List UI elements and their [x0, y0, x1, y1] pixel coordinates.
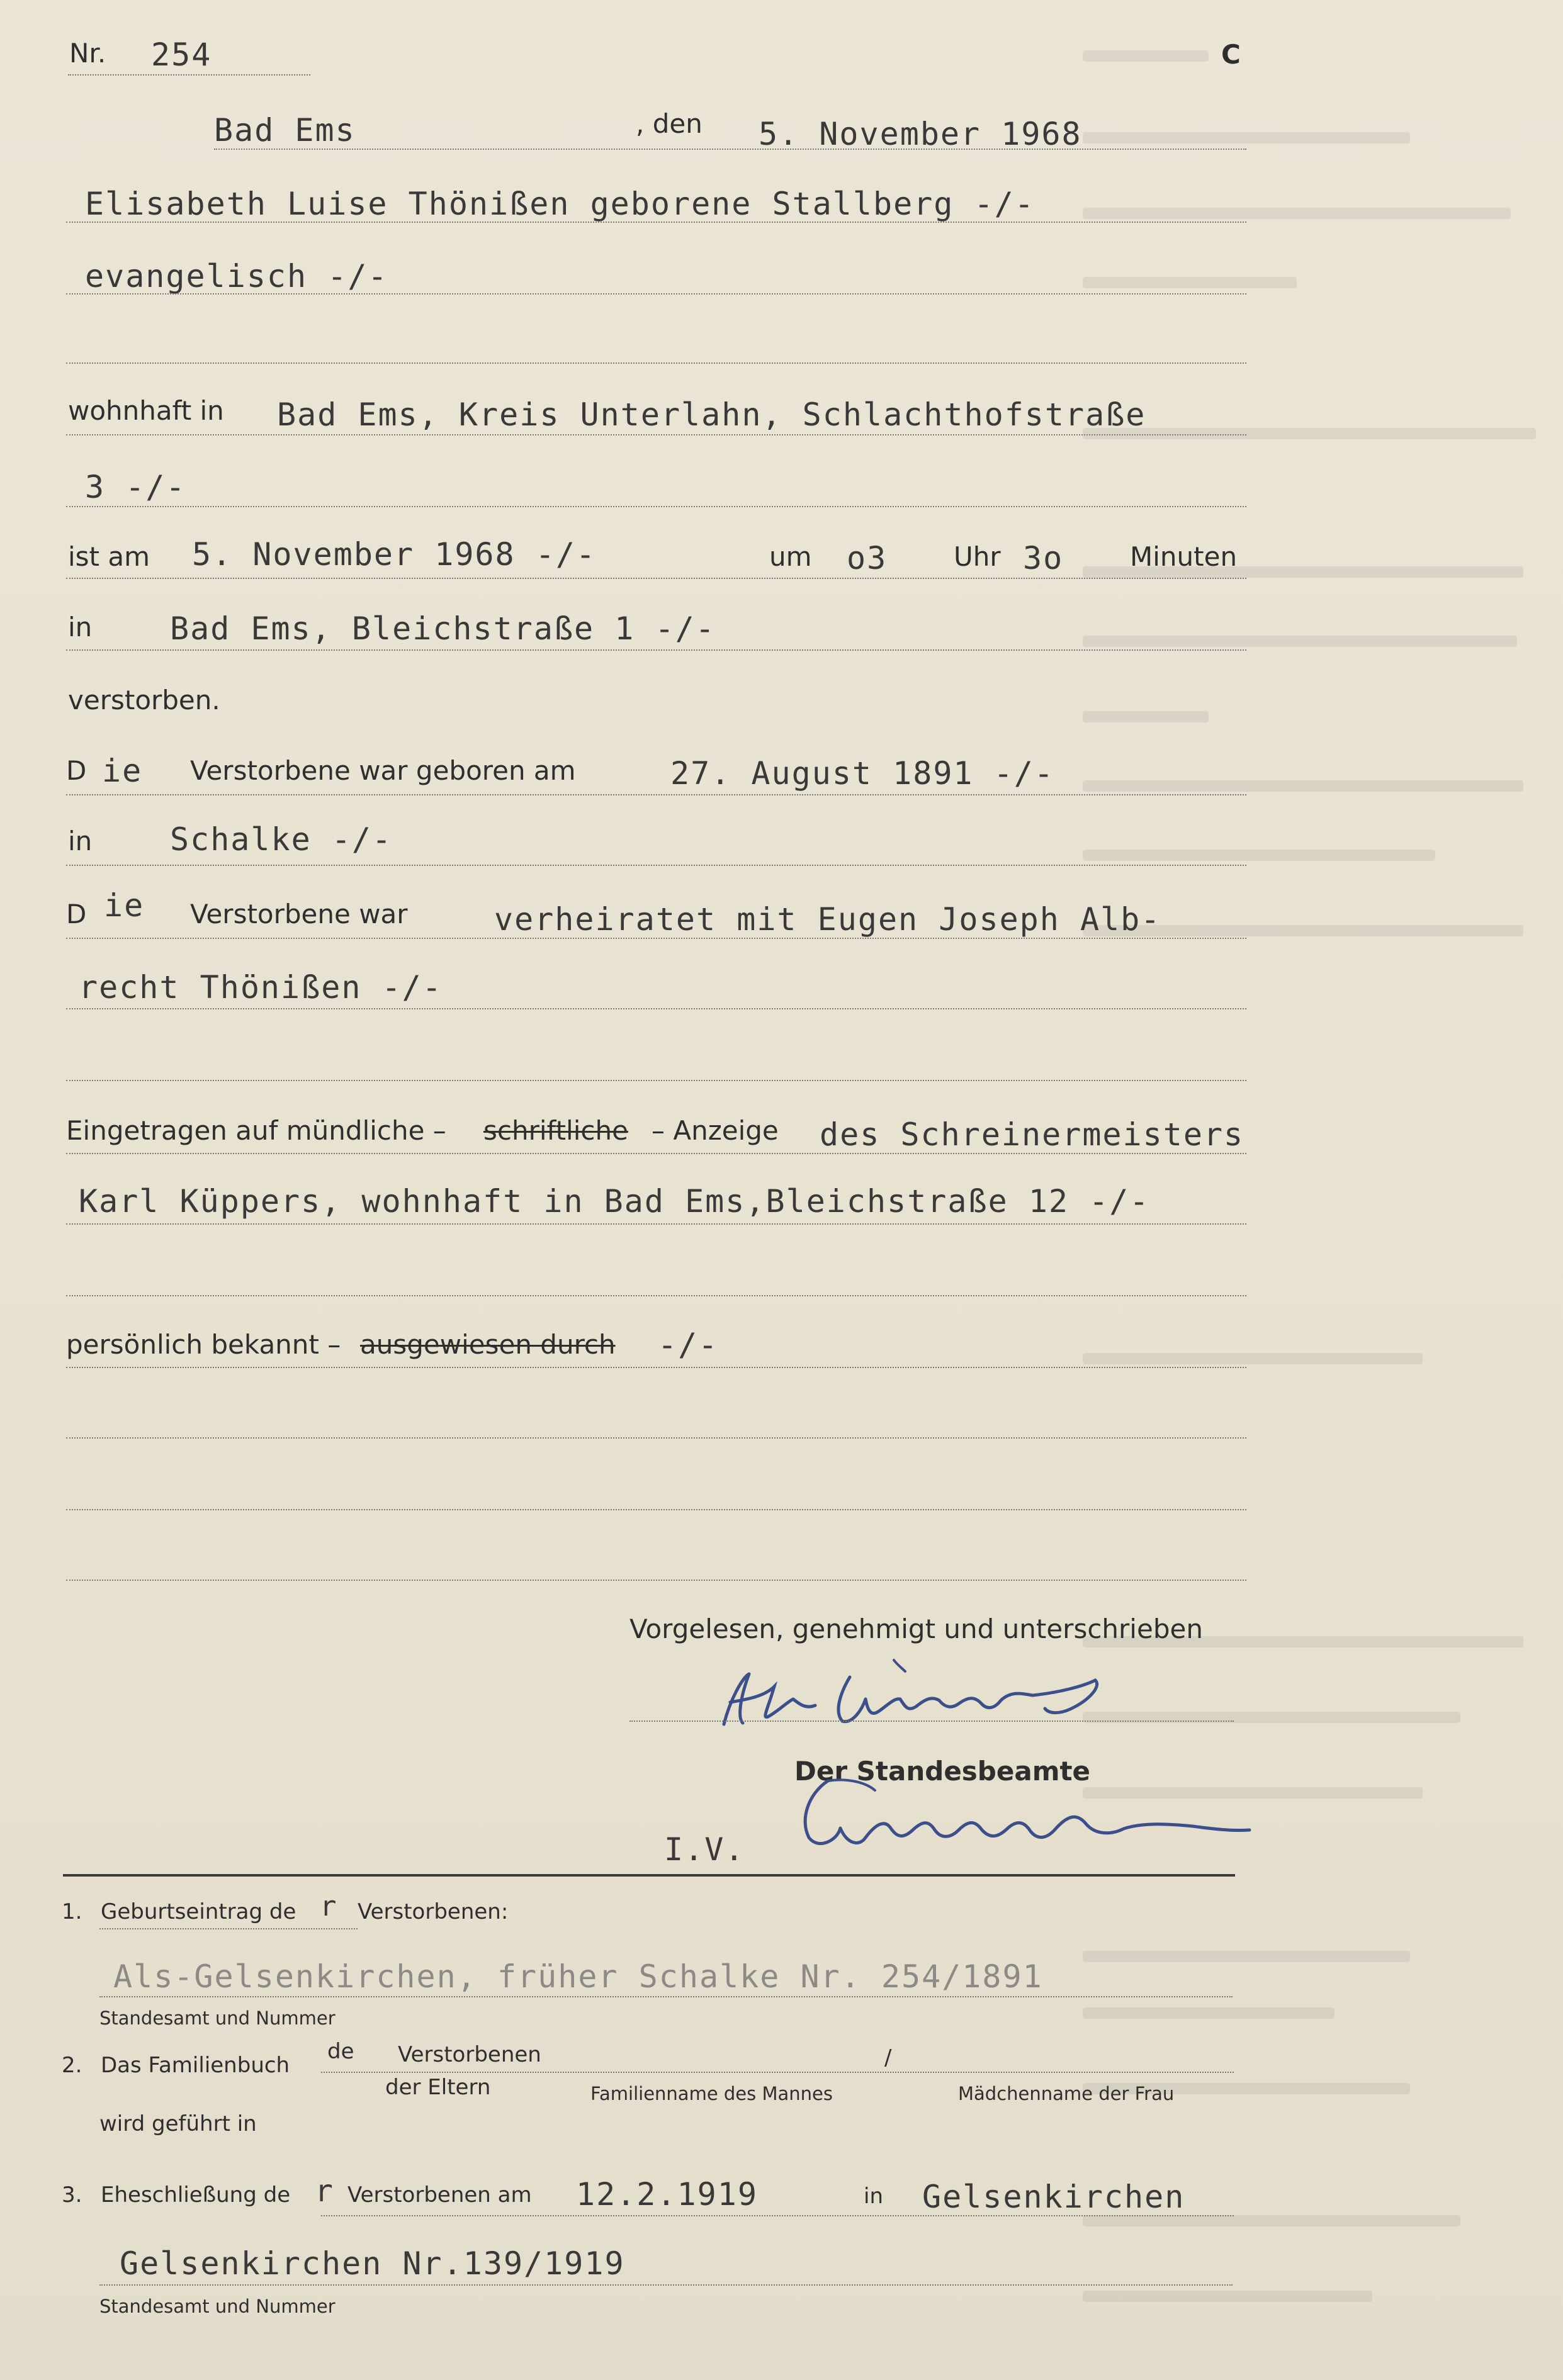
verstorben-label: verstorben. [68, 685, 220, 716]
footnote-2-slash: / [884, 2045, 892, 2070]
footnote-3-label-b: Verstorbenen am [347, 2182, 532, 2208]
footnote-3-value: Gelsenkirchen Nr.139/1919 [120, 2245, 625, 2282]
informant-line-1-rule [66, 1153, 1246, 1154]
footnote-1-caption: Standesamt und Nummer [99, 2007, 336, 2029]
identification-value: -/- [658, 1327, 719, 1363]
footnote-1-number: 1. [62, 1899, 82, 1924]
residence-line-1: Bad Ems, Kreis Unterlahn, Schlachthofstraße [277, 396, 1146, 433]
marital-line-1: verheiratet mit Eugen Joseph Alb- [494, 901, 1161, 938]
religion: evangelisch -/- [85, 258, 388, 295]
footnote-2-de: de [327, 2039, 354, 2064]
footnote-1-value: Als-Gelsenkirchen, früher Schalke Nr. 254/1891 [113, 1958, 1043, 1995]
birth-place-line [66, 865, 1246, 866]
entry-date: 5. November 1968 [759, 116, 1082, 152]
birth-place: Schalke -/- [170, 821, 393, 858]
registrar-label: Der Standesbeamte [794, 1756, 1091, 1787]
blank-line-4 [66, 1437, 1246, 1439]
footnote-2-caption-frau: Mädchenname der Frau [958, 2083, 1175, 2104]
footnote-3-line-2 [99, 2284, 1233, 2286]
footnote-3-place: Gelsenkirchen [922, 2179, 1185, 2215]
death-hour: o3 [847, 540, 888, 576]
residence-line-2-rule [66, 506, 1246, 507]
footnote-1-typed-r: r [320, 1890, 338, 1923]
nr-underline [68, 74, 310, 76]
birth-date-line [66, 794, 1246, 795]
footnote-3-line-1 [321, 2215, 1234, 2216]
entry-number: 254 [151, 36, 212, 73]
blank-line-1 [66, 362, 1246, 364]
um-label: um [769, 541, 812, 572]
marital-line-1-rule [66, 938, 1246, 939]
minuten-label: Minuten [1130, 541, 1238, 572]
informant-label-end: – Anzeige [652, 1115, 779, 1146]
marital-d-label: D [66, 899, 87, 929]
footnote-3-number: 3. [62, 2182, 82, 2208]
informant-line-1: des Schreinermeisters [820, 1116, 1244, 1153]
blank-line-6 [66, 1580, 1246, 1581]
footnote-3-in-label: in [864, 2184, 883, 2209]
footnote-2-wird: wird geführt in [99, 2111, 257, 2136]
date-line [214, 149, 1246, 150]
informant-line-2-rule [66, 1223, 1246, 1225]
death-place-line [66, 649, 1246, 651]
footnote-3-date: 12.2.1919 [576, 2176, 758, 2213]
footnote-3-label-a: Eheschließung de [101, 2182, 291, 2208]
residence-line-2: 3 -/- [85, 469, 186, 505]
footnote-2-caption-mann: Familienname des Mannes [590, 2083, 833, 2104]
footnote-1-label-underline [99, 1928, 358, 1929]
iv-label: I.V. [664, 1831, 745, 1868]
name-line [66, 222, 1246, 223]
ist-am-label: ist am [68, 541, 150, 572]
uhr-label: Uhr [954, 541, 1001, 572]
footnote-1-line [99, 1996, 1233, 1997]
blank-line-5 [66, 1509, 1246, 1510]
deceased-name: Elisabeth Luise Thönißen geborene Stallberg -/- [85, 186, 1035, 222]
residence-label: wohnhaft in [68, 395, 224, 426]
marital-label: Verstorbene war [190, 899, 408, 929]
footnote-2-verstorbenen: Verstorbenen [398, 2042, 541, 2067]
death-date: 5. November 1968 -/- [192, 536, 597, 573]
footnote-3-typed-r: r [315, 2174, 334, 2209]
death-time-line [66, 578, 1246, 579]
blank-line-3 [66, 1295, 1246, 1296]
footnote-1-label-a: Geburtseintrag de [101, 1899, 296, 1924]
read-approved-signed: Vorgelesen, genehmigt und unterschrieben [629, 1614, 1203, 1644]
footnote-2-line [321, 2072, 1234, 2073]
footnote-2-label: Das Familienbuch [101, 2053, 290, 2078]
den-label: , den [636, 108, 703, 139]
informant-signature-line [629, 1720, 1234, 1722]
footer-divider [63, 1874, 1235, 1877]
religion-line [66, 293, 1246, 295]
informant-label-start: Eingetragen auf mündliche – [66, 1115, 446, 1146]
identification-struck: ausgewiesen durch [360, 1329, 616, 1360]
registrar-signature [790, 1768, 1256, 1863]
residence-line-1-rule [66, 434, 1246, 435]
birth-in-label: in [68, 826, 93, 856]
death-minutes: 3o [1023, 540, 1064, 576]
birth-ie-typed: ie [102, 753, 143, 789]
informant-signature [705, 1649, 1120, 1743]
footnote-3-caption: Standesamt und Nummer [99, 2296, 336, 2317]
death-in-label: in [68, 612, 93, 643]
place-typed: Bad Ems [214, 112, 356, 149]
register-letter: C [1221, 39, 1241, 70]
marital-line-2: recht Thönißen -/- [79, 969, 443, 1006]
footnote-1-label-b: Verstorbenen: [358, 1899, 509, 1924]
footnote-2-der-eltern: der Eltern [385, 2075, 491, 2100]
footnote-2-number: 2. [62, 2053, 82, 2078]
death-place: Bad Ems, Bleichstraße 1 -/- [170, 610, 716, 647]
nr-label: Nr. [69, 38, 106, 69]
informant-line-2: Karl Küppers, wohnhaft in Bad Ems,Bleichstraße 12 -/- [79, 1183, 1150, 1220]
birth-date: 27. August 1891 -/- [670, 755, 1054, 792]
identification-label: persönlich bekannt – [66, 1329, 341, 1360]
informant-label-struck: schriftliche [483, 1115, 628, 1146]
blank-line-2 [66, 1080, 1246, 1081]
birth-d-label: D [66, 755, 87, 786]
marital-ie-typed: ie [104, 887, 145, 924]
identification-line [66, 1367, 1246, 1368]
birth-label: Verstorbene war geboren am [190, 755, 576, 786]
marital-line-2-rule [66, 1008, 1246, 1009]
bleed-through-ghost [1083, 25, 1549, 2354]
